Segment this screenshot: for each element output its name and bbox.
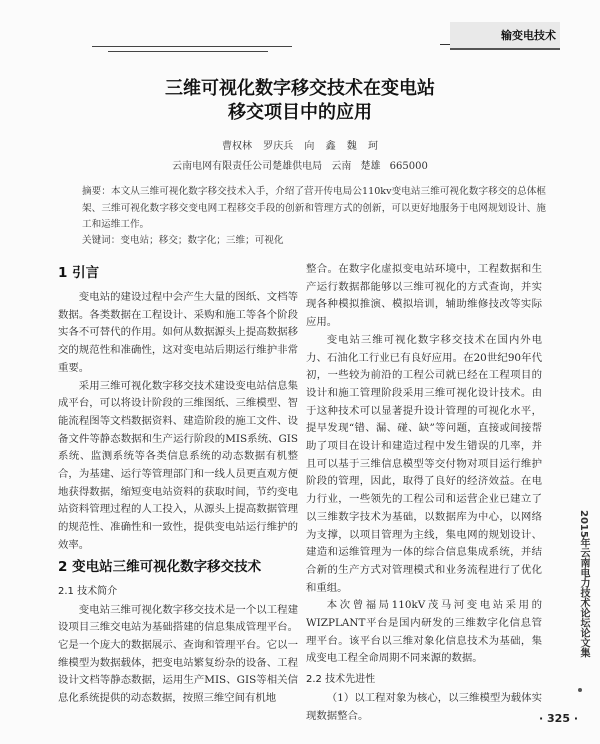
right-column bbox=[306, 261, 542, 726]
keywords: 关键词：变电站；移交；数字化；三维；可视化 bbox=[82, 235, 284, 246]
paragraph: 整合。在数字化虚拟变电站环境中，工程数据和生产运行数据都能够以三维可视化的方式查询，并实现各种模拟推演、模拟培训，辅助维修技改等实际应用。 bbox=[306, 263, 542, 329]
paper-title-line1: 三维可视化数字移交技术在变电站 bbox=[165, 78, 435, 99]
section-heading-intro: 1 引言 bbox=[58, 265, 100, 281]
journal-badge-text: 输变电技术 bbox=[501, 29, 556, 42]
header-rule bbox=[92, 46, 292, 47]
paragraph: 变电站三维可视化数字移交技术是一个以工程建设项目三维交电站为基础搭建的信息集成管理平台。它是一个庞大的数据展示、查询和管理平台。它以一维模型为数据载体，把变电站繁复纷杂的设备、工程设计文档等静态数据，运用生产MIS、GIS等相关信息化系统提供的动态数据，按照三维空间有机地 bbox=[58, 603, 298, 705]
journal-badge bbox=[450, 22, 560, 50]
subsection-heading: 2.1 技术简介 bbox=[58, 585, 118, 597]
left-column bbox=[58, 261, 298, 708]
paragraph: 变电站三维可视化数字移交技术在国内外电力、石油化工行业已有良好应用。在20世纪90年代初，一些较为前沿的工程公司就已经在工程项目的设计和施工管理阶段采用三维可视化设计技术。由于这种技术可以显著提升设计管理的可视化水平，提早发现“错、漏、碰、缺”等问题，直接或间接帮助了项目在设计和建造过程中发生错误的几率，并且可以基于三维信息模型等交付物对项目运行维护阶段的管理，因此，取得了良好的经济效益。在电力行业，一些领先的工程公司和运营企业已建立了以三维数字技术为基础，以数据库为中心，以网络为支撑，以项目管理为主线，集电网的规划设计、建造和运维管理为一体的综合信息集成系统，并结合新的生产方式对管理模式和业务流程进行了优化和重组。 bbox=[306, 333, 542, 594]
page-number: · 325 · bbox=[539, 712, 578, 725]
paragraph: 变电站的建设过程中会产生大量的图纸、文档等数据。各类数据在工程设计、采购和施工等各个阶段实各不可替代的作用。如何从数据源头上提高数据移交的规范性和准确性，这对变电站后期运行维护非常重要。 bbox=[58, 291, 298, 374]
bullet-dot-icon bbox=[578, 688, 582, 692]
header-rule-secondary bbox=[108, 51, 268, 52]
paper-title-line2: 移交项目中的应用 bbox=[228, 102, 372, 123]
affiliation: 云南电网有限责任公司楚雄供电局 云南 楚雄 665000 bbox=[172, 161, 428, 172]
abstract: 摘要：本文从三维可视化数字移交技术入手，介绍了营开传电局公110kv变电站三维可视化数字移交的总体框架、三维可视化数字移交变电网工程移交手段的创新和管理方式的创新，可以更好地服务于电网规划设计、施工和运维工作。 bbox=[82, 186, 546, 230]
author-list: 曹权林 罗庆兵 向 鑫 魏 珂 bbox=[222, 141, 378, 152]
paragraph: 采用三维可视化数字移交技术建设变电站信息集成平台，可以将设计阶段的三维图纸、三维模型、智能流程图等文档数据资料、建造阶段的施工文件、设备文件等静态数据和生产运行阶段的MIS系统、GIS系统、监测系统等各类信息系统的动态数据有机整合，为基建、运行等管理部门和一线人员更直观方便地获得数据，缩短变电站资料的获取时间，节约变电站资料管理过程的人工投入，从源头上提高数据管理的规范性、准确性和一致性，提供变电站运行维护的效率。 bbox=[58, 379, 298, 551]
section-heading-technology: 2 变电站三维可视化数字移交技术 bbox=[58, 558, 262, 575]
subsection-heading: 2.2 技术先进性 bbox=[306, 674, 376, 686]
paragraph: （1）以工程对象为核心，以三维模型为载体实现数据整合。 bbox=[306, 692, 542, 722]
conference-side-label: 2015年云南电力技术论坛论文集 bbox=[578, 510, 589, 658]
paragraph: 本次曾福局110kV茂马河变电站采用的WIZPLANT平台是国内研发的三维数字化信息管理平台。该平台以三维对象化信息技术为基础，集成变电工程全命周期不同来源的数据。 bbox=[306, 599, 542, 665]
